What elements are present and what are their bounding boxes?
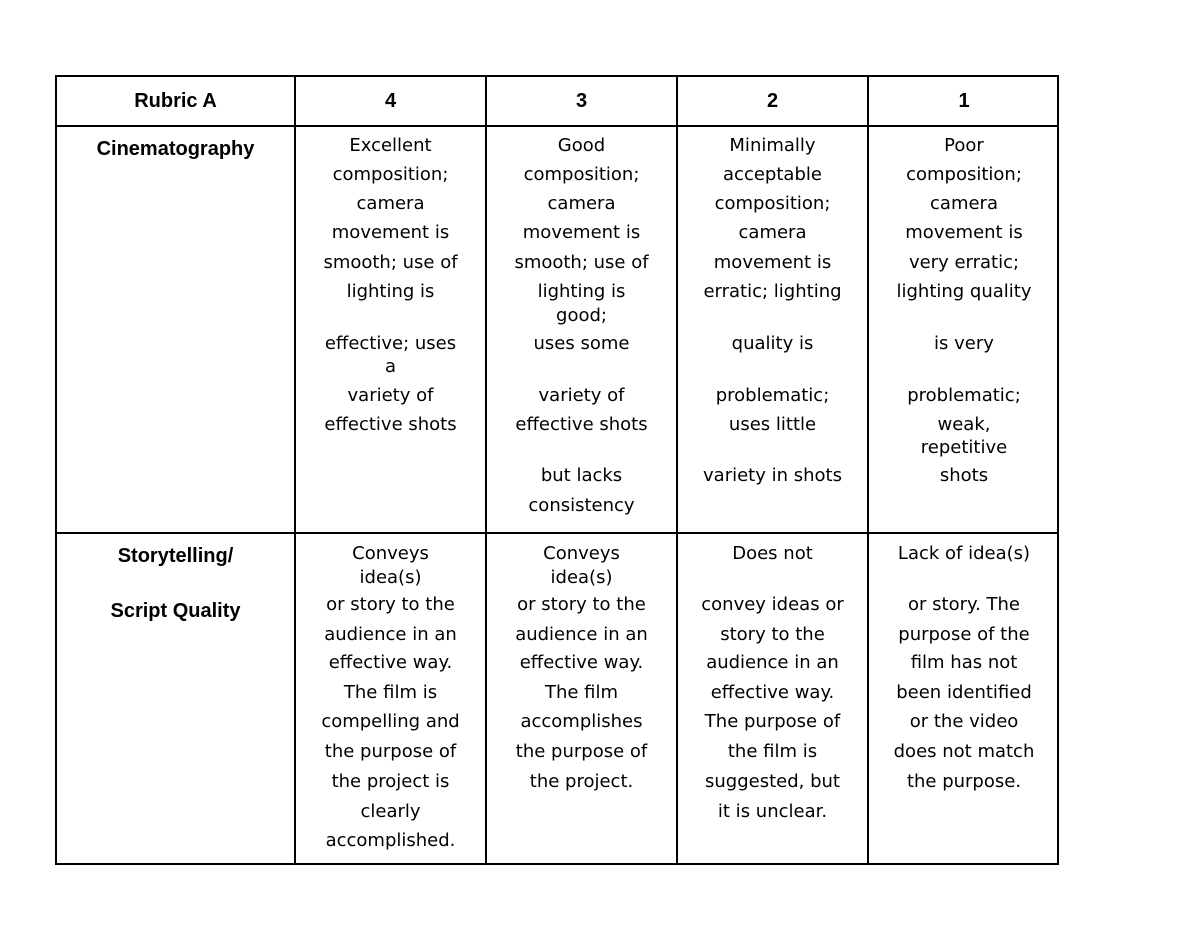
cell-line: accomplished. [325,830,456,851]
cell-line: composition; [906,164,1022,185]
row-label-script-quality: Script Quality [110,600,241,622]
header-score-2: 2 [766,90,779,112]
cell-line: idea(s) [550,567,613,588]
cell-line: lighting is [346,281,435,302]
cell-line: convey ideas or [701,594,844,615]
cell-line: Good [557,135,606,156]
storytelling-score-1-cell [869,543,1059,863]
cell-line: shots [939,465,989,486]
cell-line: good; [556,305,607,326]
cell-line: camera [738,222,807,243]
cell-line: camera [930,193,998,214]
cell-line: Minimally [729,135,816,156]
cell-line: variety of [538,385,625,406]
cell-line: been identified [896,682,1032,703]
cell-line: it is unclear. [717,801,828,822]
cell-line: uses little [728,414,817,435]
cell-line: Poor [944,135,984,156]
header-score-4: 4 [384,90,397,112]
storytelling-score-2-cell [678,543,867,863]
cell-line: audience in an [324,624,457,645]
cell-line: the purpose of [324,741,457,762]
cell-line: composition; [523,164,640,185]
cell-line: problematic; [907,385,1021,406]
header-score-1: 1 [958,90,970,112]
cell-line: Conveys [543,543,620,564]
cell-line: audience in an [706,652,839,673]
cell-line: does not match [893,741,1035,762]
cell-line: is very [934,333,994,354]
cell-line: or story to the [517,594,646,615]
cinematography-score-1-cell [869,135,1059,530]
cell-line: composition; [332,164,449,185]
cell-line: Excellent [349,135,432,156]
cell-line: lighting is [537,281,626,302]
cell-line: effective way. [710,682,835,703]
cell-line: compelling and [321,711,460,732]
cell-line: composition; [714,193,831,214]
cell-line: smooth; use of [514,252,649,273]
cell-line: the project is [331,771,450,792]
cell-line: suggested, but [705,771,840,792]
rubric-table [55,75,1059,865]
cell-line: clearly [360,801,421,822]
cell-line: the purpose. [906,771,1022,792]
cell-line: lighting quality [896,281,1032,302]
row-divider [57,125,1057,127]
cell-line: consistency [528,495,635,516]
cell-line: effective way. [328,652,453,673]
cell-line: or the video [909,711,1019,732]
cell-line: quality is [731,333,814,354]
cell-line: effective; uses [324,333,457,354]
cell-line: purpose of the [898,624,1030,645]
cell-line: the film is [727,741,818,762]
cell-line: or story to the [326,594,455,615]
cell-line: The purpose of [704,711,841,732]
cell-line: effective shots [324,414,457,435]
cell-line: erratic; lighting [703,281,842,302]
cell-line: a [384,356,397,377]
cinematography-score-4-cell [296,135,485,530]
storytelling-score-4-cell [296,543,485,863]
cell-line: uses some [533,333,630,354]
cell-line: Conveys [352,543,429,564]
cell-line: idea(s) [359,567,422,588]
row-divider [57,532,1057,534]
cell-line: Does not [732,543,813,564]
cell-line: but lacks [540,465,623,486]
cell-line: effective shots [515,414,648,435]
cell-line: camera [356,193,425,214]
cell-line: problematic; [715,385,830,406]
cell-line: film has not [910,652,1018,673]
cell-line: weak, [937,414,991,435]
cell-line: Lack of idea(s) [897,543,1031,564]
cell-line: acceptable [723,164,822,185]
cell-line: movement is [331,222,450,243]
cell-line: very erratic; [908,252,1020,273]
cell-line: audience in an [515,624,648,645]
cinematography-score-3-cell [487,135,676,530]
cell-line: the purpose of [515,741,648,762]
cell-line: variety in shots [703,465,842,486]
cell-line: camera [547,193,616,214]
cell-line: movement is [713,252,832,273]
cell-line: The film is [343,682,438,703]
cell-line: variety of [347,385,434,406]
cell-line: movement is [905,222,1023,243]
storytelling-score-3-cell [487,543,676,863]
cell-line: accomplishes [520,711,643,732]
header-rubric-title: Rubric A [134,90,217,112]
header-score-3: 3 [575,90,588,112]
cell-line: smooth; use of [323,252,458,273]
cell-line: movement is [522,222,641,243]
row-label-storytelling: Storytelling/ [117,545,234,567]
cinematography-score-2-cell [678,135,867,530]
cell-line: repetitive [920,437,1008,458]
cell-line: the project. [529,771,634,792]
cell-line: story to the [720,624,825,645]
cell-line: or story. The [908,594,1020,615]
row-label-cinematography: Cinematography [96,138,255,160]
cell-line: effective way. [519,652,644,673]
cell-line: The film [544,682,619,703]
